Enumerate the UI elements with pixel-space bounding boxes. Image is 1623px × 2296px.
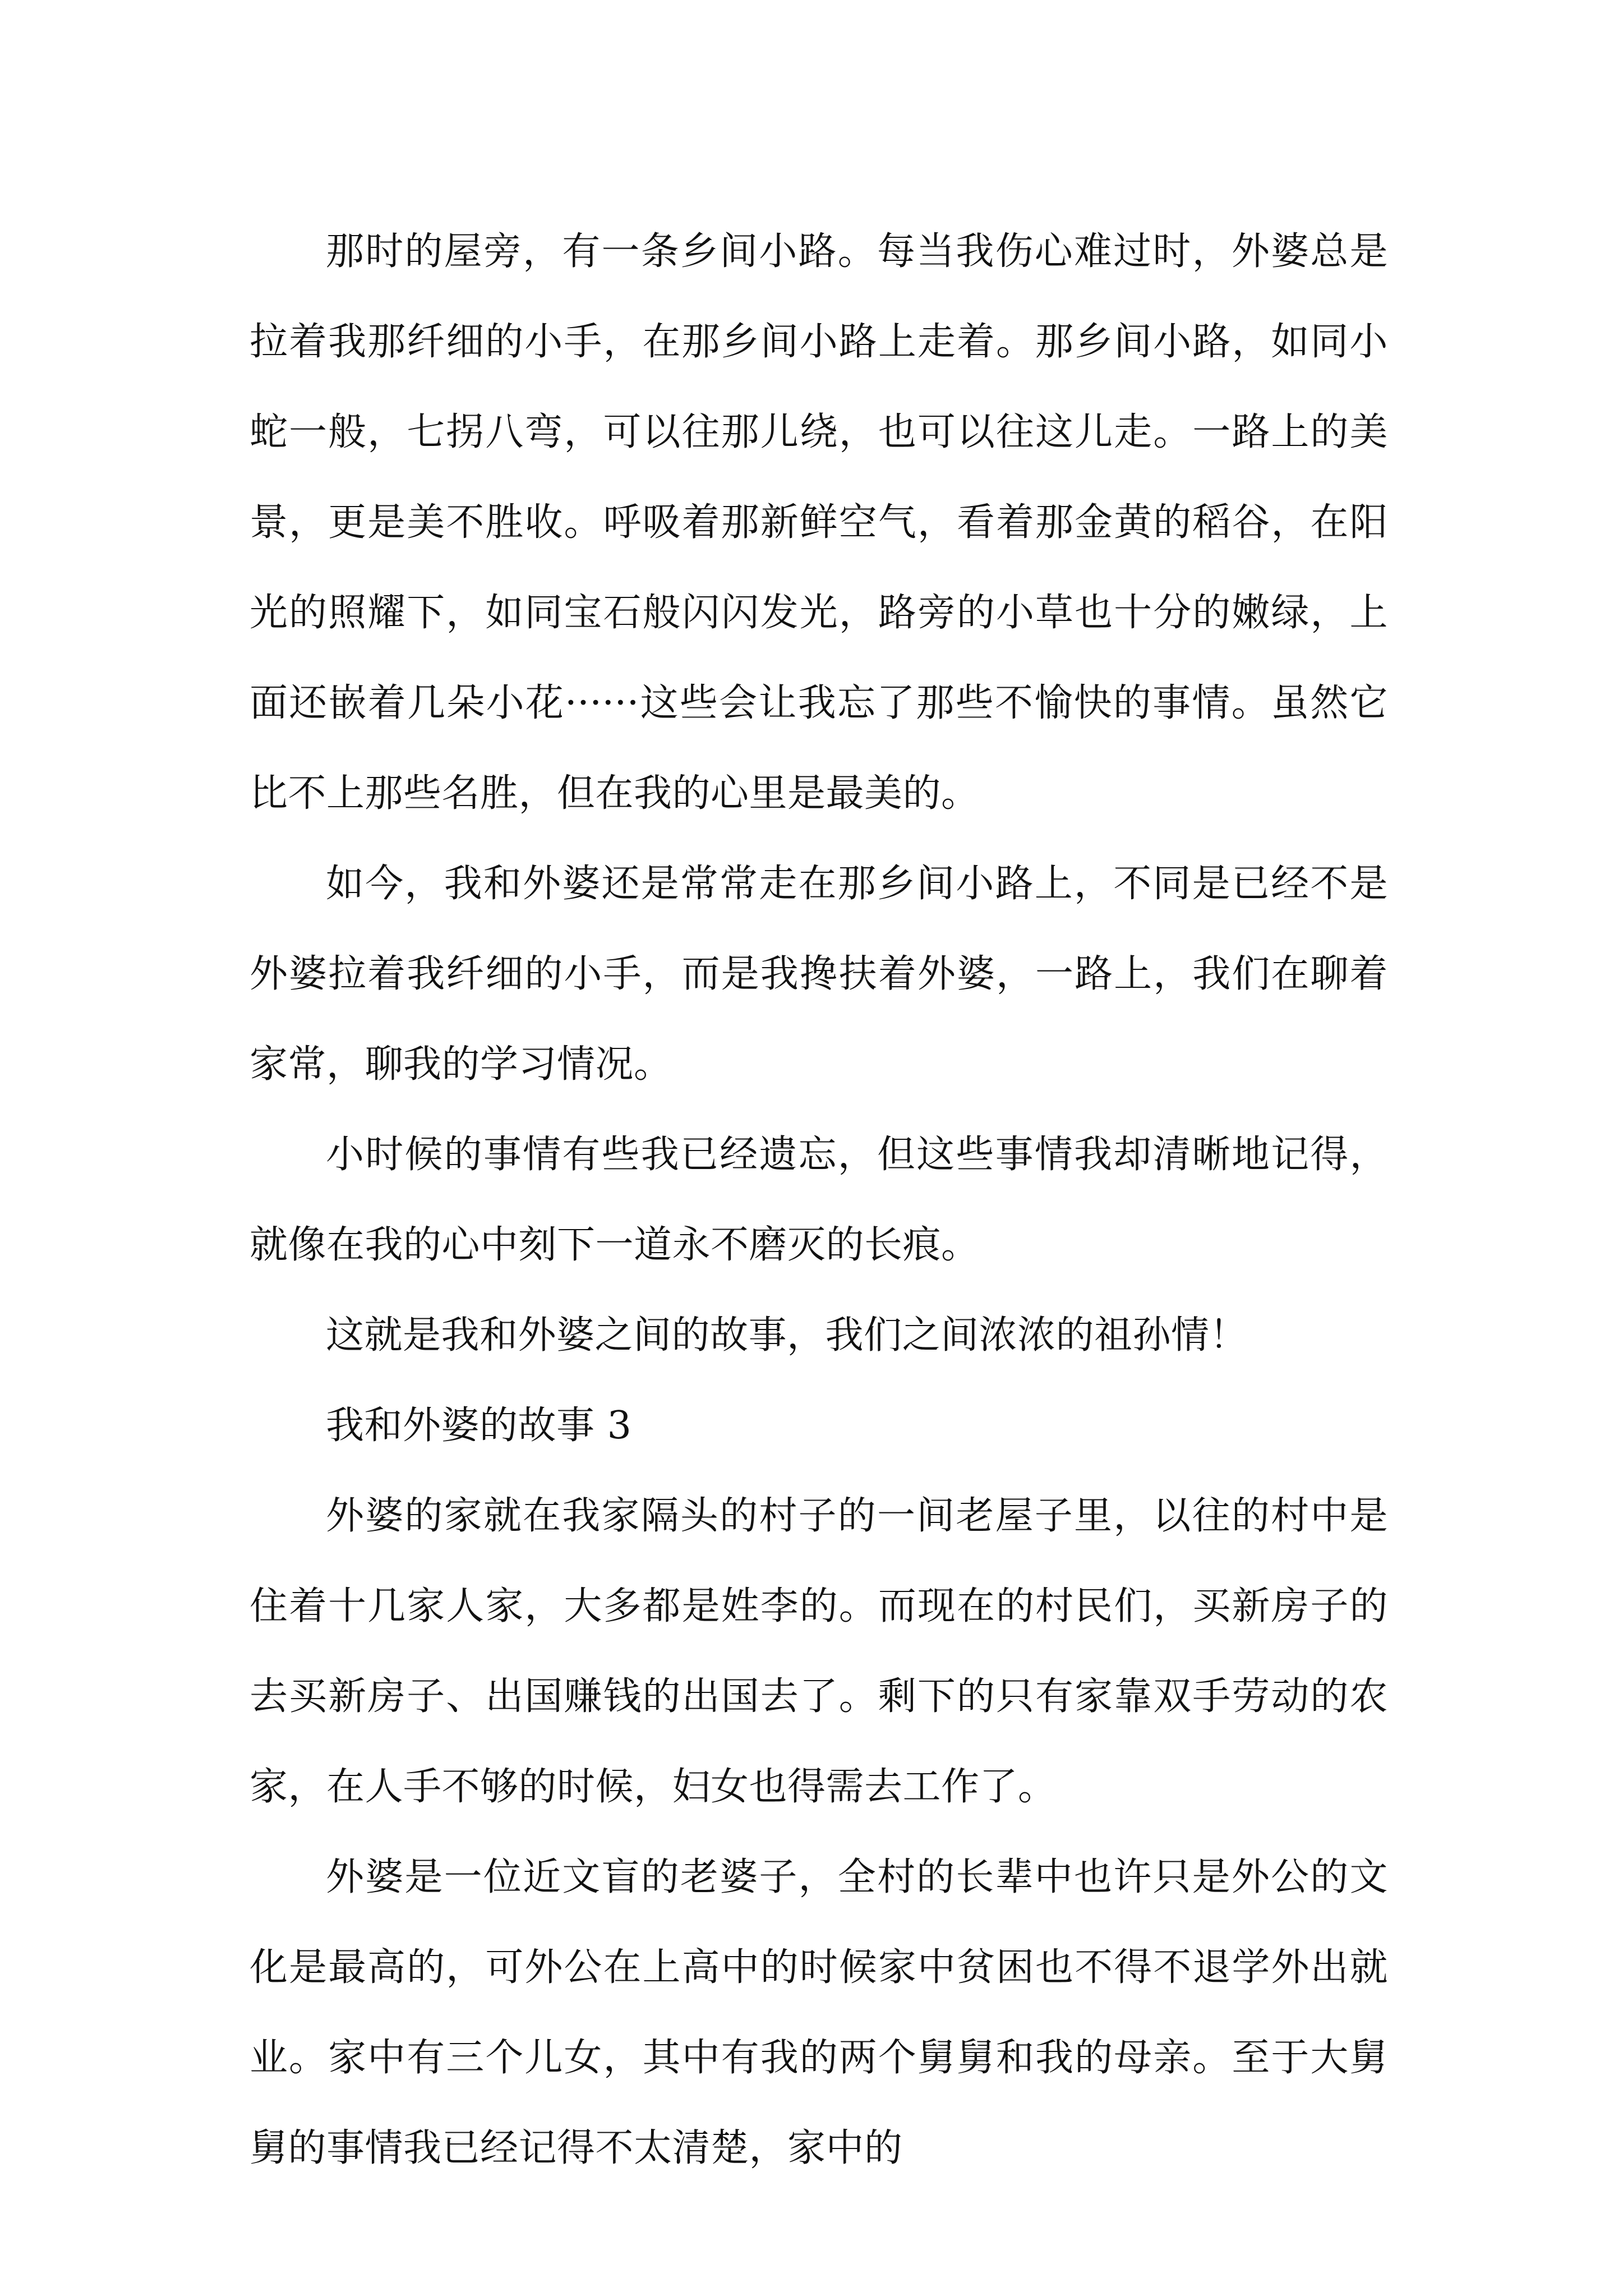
paragraph-village: 外婆的家就在我家隔头的村子的一间老屋子里，以往的村中是住着十几家人家，大多都是姓李的。而现在的村民们，买新房子的去买新房子、出国赚钱的出国去了。剩下的只有家靠双手劳动的农家，在人手不够的时候，妇女也得需去工作了。 — [250, 1494, 1388, 1809]
paragraph-closing: 这就是我和外婆之间的故事，我们之间浓浓的祖孙情！ — [326, 1313, 1248, 1358]
section-title: 我和外婆的故事 3 — [326, 1404, 632, 1448]
document-body — [250, 206, 1388, 2193]
paragraph-grandmother: 外婆是一位近文盲的老婆子，全村的长辈中也许只是外公的文化是最高的，可外公在上高中的时候家中贫困也不得不退学外出就业。家中有三个儿女，其中有我的两个舅舅和我的母亲。至于大舅舅的事情我已经记得不太清楚，家中的 — [250, 1855, 1388, 2170]
paragraph-memories: 小时候的事情有些我已经遗忘，但这些事情我却清晰地记得，就像在我的心中刻下一道永不磨灭的长痕。 — [250, 1133, 1388, 1267]
paragraph-now: 如今，我和外婆还是常常走在那乡间小路上，不同是已经不是外婆拉着我纤细的小手，而是我搀扶着外婆，一路上，我们在聊着家常，聊我的学习情况。 — [250, 862, 1388, 1087]
paragraph-country-road: 那时的屋旁，有一条乡间小路。每当我伤心难过时，外婆总是拉着我那纤细的小手，在那乡间小路上走着。那乡间小路，如同小蛇一般，七拐八弯，可以往那儿绕，也可以往这儿走。一路上的美景，更是美不胜收。呼吸着那新鲜空气，看着那金黄的稻谷，在阳光的照耀下，如同宝石般闪闪发光，路旁的小草也十分的嫩绿，上面还嵌着几朵小花······这些会让我忘了那些不愉快的事情。虽然它比不上那些名胜，但在我的心里是最美的。 — [250, 229, 1388, 816]
